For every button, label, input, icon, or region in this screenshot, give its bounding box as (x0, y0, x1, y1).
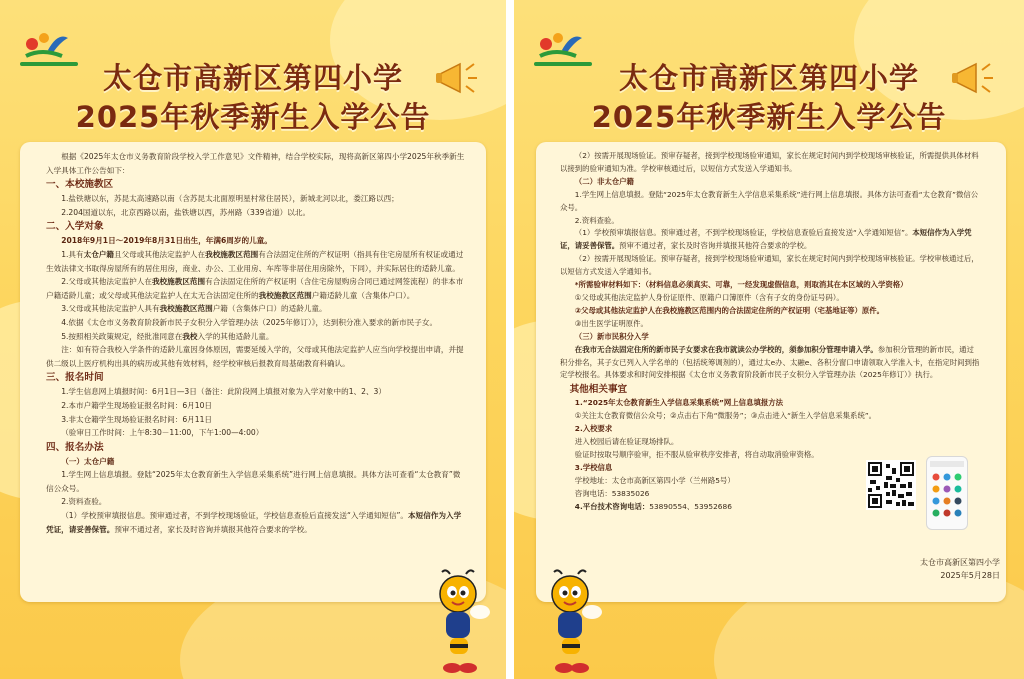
text-run: 参加积分管理的新市民，通过积分排名，其子女已列入入学名单的（包括统筹调剂的），通过太e办、太融e、各积分窗口申请领取入学准入卡，在指定时间到指定学校报名。具体要求和时间安排根据《太仓市义务教育阶段新市民子女积分入学管理办法（2025年修订）》执行。 (560, 344, 980, 380)
paragraph (46, 302, 466, 316)
text-run: 户籍适龄儿童（含集体户口）。 (311, 290, 415, 300)
text-run: 有合法固定住所的产权证明（含住宅房屋购房合同已通过网签流程）的非本市户籍适龄儿童；或父母或其他法定监护人在太无合法固定住所的 (46, 277, 464, 300)
paragraph: （2）按需开展现场验证。预审存疑者，接到学校现场验审通知，家长在规定时间内到学校现场审核验证，所需提供具体材料以接到的验审通知为准。学校审核通过后，以短信方式发送入学通知书。 (560, 151, 979, 173)
bold-run: 本短信作为入学凭证，请妥善保管。 (46, 511, 462, 534)
text-run: 5.按照相关政策规定，经批准同意在 (61, 331, 183, 341)
notice-content (46, 150, 466, 536)
bold-run: 在我市无合法固定住所的新市民子女要求在我市就读公办学校的，须参加积分管理申请入学。 (574, 344, 878, 354)
paragraph: 1.学生网上信息填报。登陆“2025年太仓教育新生入学信息采集系统”进行网上信息填报。具体方法可查看“太仓教育”微信公众号。 (46, 470, 461, 493)
text-run: 2.父母或其他法定监护人在 (61, 277, 152, 287)
materials-heading: *所需验审材料如下：（材料信息必须真实、可靠，一经发现虚假信息，则取消其在本区域的入学资格） (574, 280, 908, 290)
paragraph (560, 501, 980, 514)
subsection-heading: （二）非太仓户籍 (574, 176, 634, 186)
note-text: 注：如有符合我校入学条件的适龄儿童因身体原因，需要延缓入学的，父母或其他法定监护人应当向学校提出申请，并提供二级以上医疗机构出具的病历或其他有效材料，经学校审核后报教育局基础教育科确认。 (46, 345, 464, 368)
bold-run: 我校施教区范围 (205, 249, 259, 259)
paragraph: 进入校园后请在验证现场排队。 (574, 437, 679, 447)
section-heading: 三、报名时间 (46, 372, 104, 384)
bold-run: 我校施教区范围 (258, 290, 312, 300)
paragraph: 2.入校要求 (574, 424, 613, 434)
section-heading: 四、报名办法 (46, 441, 104, 453)
paragraph: 1.“2025年太仓教育新生入学信息采集系统”网上信息填报方法 (574, 398, 784, 408)
subsection-heading: （三）新市民积分入学 (574, 331, 649, 341)
bold-run: 4.平台技术咨询电话： (574, 501, 650, 511)
birth-range-text: 2018年9月1日～2019年8月31日出生，年满6周岁的儿童。 (61, 236, 272, 246)
bee-mascot-icon (428, 568, 492, 676)
paragraph: 4.依据《太仓市义务教育阶段新市民子女积分入学管理办法（2025年修订）》，达到积分准入要求的新市民子女。 (61, 317, 438, 327)
paragraph (560, 227, 980, 253)
title-line-2: 2025年秋季新生入学公告 (75, 100, 431, 134)
paragraph: 1.学生网上信息填报。登陆“2025年太仓教育新生入学信息采集系统”进行网上信息填报。具体方法可查看“太仓教育”微信公众号。 (560, 189, 979, 212)
signature-date: 2025年5月28日 (940, 571, 1000, 580)
signature-school: 太仓市高新区第四小学 (920, 558, 1000, 567)
text-run: 预审不通过者，家长及时咨询并填报其他符合要求的学校。 (114, 524, 312, 534)
paragraph: ①父母或其他法定监护人身份证原件、原籍户口簿原件（含有子女的身份证号码）。 (574, 292, 844, 302)
title-line-2: 2025年秋季新生入学公告 (591, 100, 947, 134)
paragraph (46, 275, 466, 302)
paragraph (46, 509, 466, 536)
paragraph: 2.资料查验。 (574, 215, 619, 225)
poster-right (514, 0, 1024, 679)
paragraph: 咨询电话：53835026 (574, 488, 650, 498)
bold-run: 太仓户籍 (83, 249, 114, 259)
paragraph: 3.学校信息 (574, 462, 613, 472)
megaphone-icon (436, 58, 480, 98)
title-line-1: 太仓市高新区第四小学 (618, 61, 919, 95)
text-run: 3.父母或其他法定监护人具有 (61, 304, 160, 314)
section-heading: 二、入学对象 (46, 221, 104, 233)
megaphone-icon (952, 58, 996, 98)
notice-content (560, 150, 980, 513)
title-line-1: 太仓市高新区第四小学 (102, 61, 403, 95)
paragraph: ②父母或其他法定监护人在我校施教区范围内的合法固定住所的产权证明（宅基地证等）原件。 (574, 305, 885, 315)
text-run: （1）学校预审填报信息。预审通过者，不到学校现场验证，学校信息查验后直接发送“入学通知短信”。 (574, 228, 913, 238)
paragraph: 2.本市户籍学生现场验证报名时间：6月10日 (61, 400, 213, 410)
paragraph: 学校地址：太仓市高新区第四小学（兰州路5号） (574, 475, 735, 485)
paragraph: 验证时按取号顺序验审，拒不服从验审秩序安排者，将自动取消验审资格。 (574, 449, 819, 459)
paragraph: （2）按需开展现场验证。预审存疑者，接到学校现场验审通知，家长在规定时间内到学校现场审核验证。学校审核通过后，以短信方式发送入学通知书。 (560, 254, 979, 277)
text-run: 有合法固定住所的产权证明（指具有住宅房屋所有权证或通过生效法律文书取得房屋所有的居住用房，商业、办公、工业用房、车库等非居住用房除外，下同），并实际居住的适龄儿童。 (46, 249, 464, 273)
bee-mascot-icon (540, 568, 604, 676)
signature-block (814, 556, 1000, 582)
qr-code-icon (866, 460, 916, 510)
section-heading: 一、本校施教区 (46, 179, 114, 191)
paragraph: 1.学生信息网上填报时间：6月1日—3日（备注：此阶段网上填报对象为入学对象中的1、2、3） (61, 387, 386, 397)
bold-run: 我校施教区范围 (151, 277, 206, 287)
paragraph: ①关注太仓教育微信公众号；②点击右下角“微服务”；③点击进入“新生入学信息采集系统”。 (574, 411, 877, 421)
phone-screenshot (926, 456, 968, 530)
paragraph: （验审日工作时间：上午8:30－11:00，下午1:00—4:00） (61, 428, 264, 438)
text-run: 预审不通过者，家长及时咨询并填报其他符合要求的学校。 (619, 241, 812, 251)
text-run: 户籍（含集体户口）的适龄儿童。 (212, 304, 327, 314)
text-run: （1）学校预审填报信息。预审通过者，不到学校现场验证，学校信息查验后直接发送“入学通知短信”。 (61, 511, 409, 521)
bold-run: 我校施教区范围 (159, 304, 213, 314)
paragraph (46, 330, 466, 344)
subsection-heading: （一）太仓户籍 (61, 456, 115, 466)
poster-left (0, 0, 506, 679)
app-grid-icon (927, 457, 967, 529)
paragraph: ③出生医学证明原件。 (574, 318, 648, 328)
text-run: 且父母或其他法定监护人在 (114, 249, 206, 259)
bold-run: 我校 (182, 331, 198, 341)
text-run: 53890554、53952686 (649, 501, 732, 511)
section-heading: 其他相关事宜 (569, 384, 628, 396)
paragraph: 2.资料查验。 (61, 497, 107, 507)
paragraph: 2.204国道以东，北京西路以南，盐铁塘以西，苏州路（339省道）以北。 (61, 207, 311, 217)
paragraph: 3.非太仓籍学生现场验证报名时间：6月11日 (61, 414, 213, 424)
paragraph (46, 248, 466, 275)
text-run: 入学的其他适龄儿童。 (197, 331, 274, 341)
intro-text: 根据《2025年太仓市义务教育阶段学校入学工作意见》文件精神，结合学校实际，现将高新区第四小学2025年秋季新生入学具体工作公告如下： (46, 152, 465, 175)
paragraph (560, 344, 980, 383)
bold-run: 本短信作为入学凭证，请妥善保管。 (560, 228, 972, 251)
paragraph: 1.盐铁塘以东，苏昆太高速路以南（含苏昆太北面原明星村常住居民），新城北河以北，娄江路以西； (61, 194, 399, 204)
text-run: 1.具有 (61, 249, 84, 259)
